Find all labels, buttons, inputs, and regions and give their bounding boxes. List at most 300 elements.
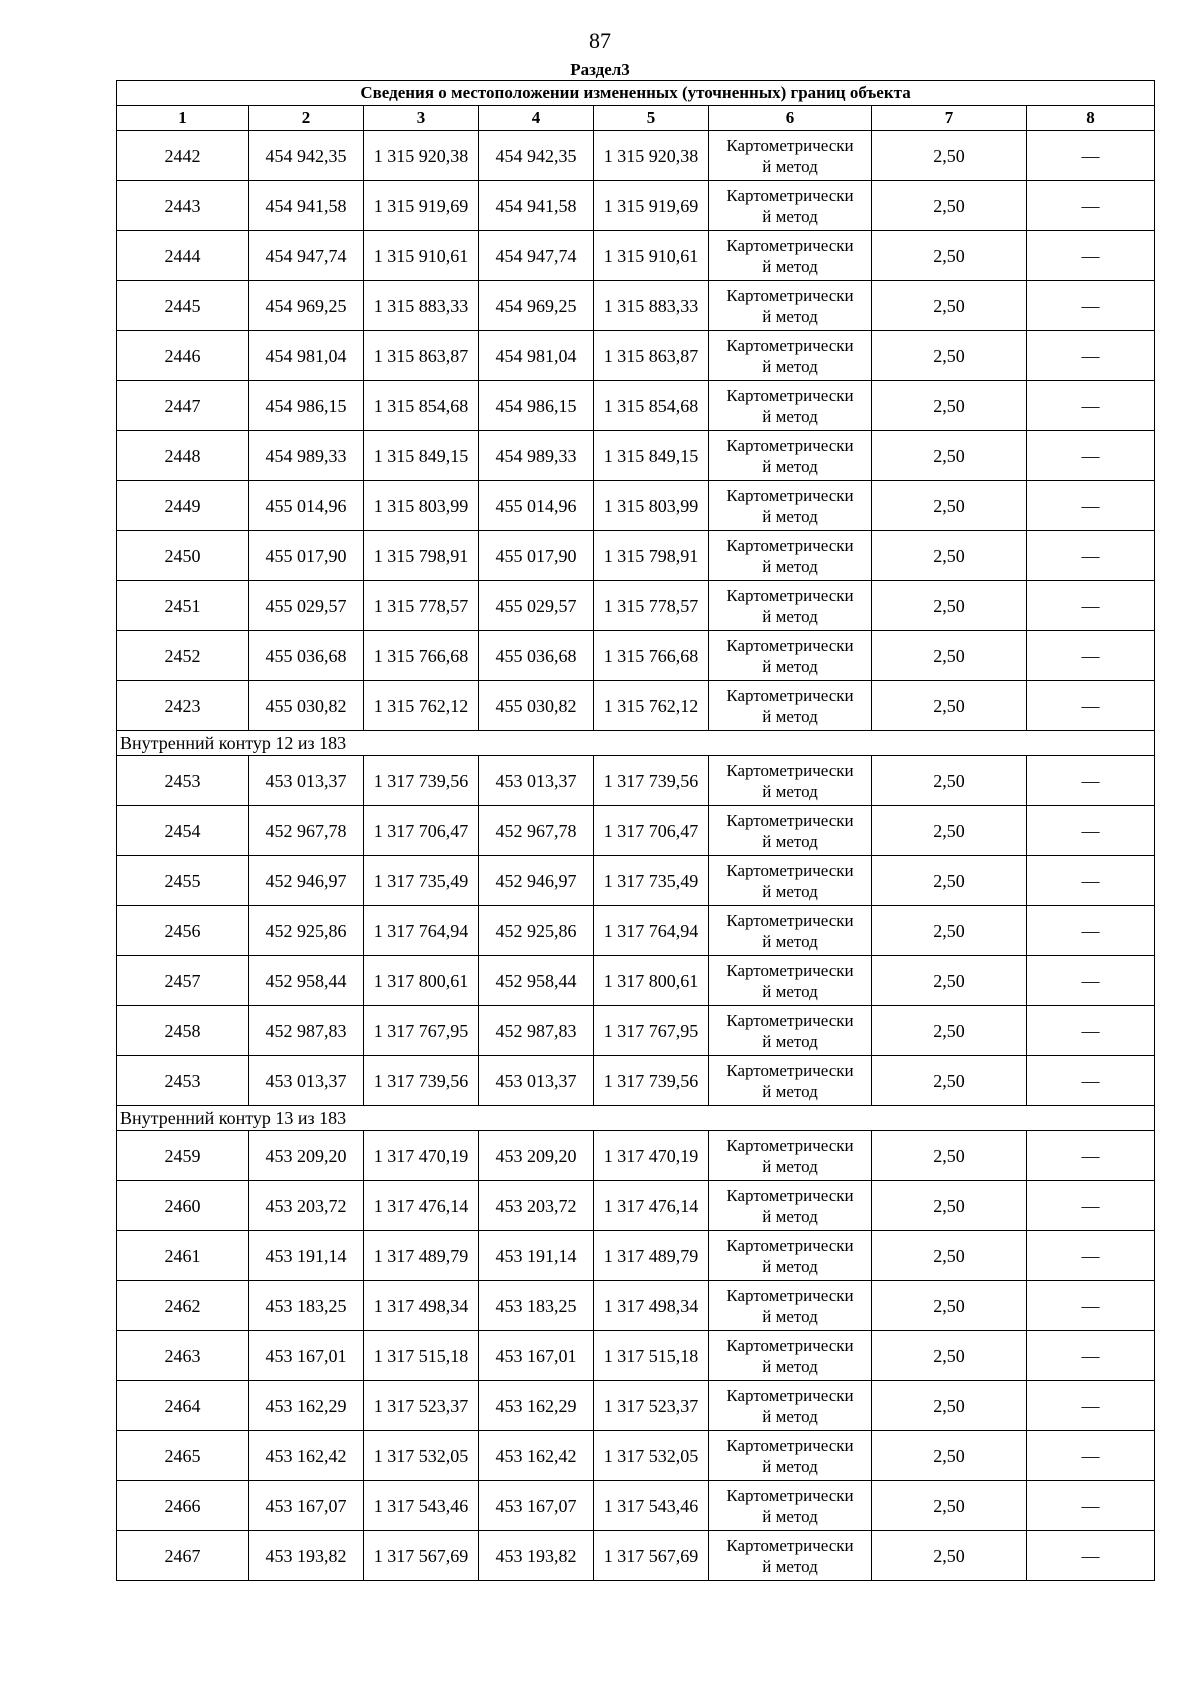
point-number-cell: 2442: [117, 131, 249, 181]
accuracy-cell: 2,50: [872, 231, 1027, 281]
point-number-cell: 2453: [117, 1056, 249, 1106]
x-existing-cell: 453 191,14: [249, 1231, 364, 1281]
accuracy-cell: 2,50: [872, 281, 1027, 331]
method-line-2: й метод: [762, 881, 818, 901]
accuracy-cell: 2,50: [872, 906, 1027, 956]
description-cell: —: [1027, 431, 1155, 481]
accuracy-cell: 2,50: [872, 1431, 1027, 1481]
point-number-cell: 2447: [117, 381, 249, 431]
method-line-2: й метод: [762, 1406, 818, 1426]
method-cell: [709, 1281, 872, 1331]
method-line-2: й метод: [762, 781, 818, 801]
method-line-2: й метод: [762, 456, 818, 476]
x-existing-cell: 455 030,82: [249, 681, 364, 731]
table-row: [117, 1281, 1155, 1331]
description-cell: —: [1027, 681, 1155, 731]
y-existing-cell: 1 317 767,95: [364, 1006, 479, 1056]
accuracy-cell: 2,50: [872, 1231, 1027, 1281]
x-new-cell: 452 946,97: [479, 856, 594, 906]
point-number-cell: 2455: [117, 856, 249, 906]
method-line-2: й метод: [762, 606, 818, 626]
x-new-cell: 454 981,04: [479, 331, 594, 381]
description-cell: —: [1027, 181, 1155, 231]
description-cell: —: [1027, 1231, 1155, 1281]
point-number-cell: 2460: [117, 1181, 249, 1231]
description-cell: —: [1027, 1381, 1155, 1431]
method-cell: [709, 756, 872, 806]
method-cell: [709, 281, 872, 331]
y-existing-cell: 1 315 854,68: [364, 381, 479, 431]
method-line-1: Картометрически: [726, 1185, 854, 1205]
method-line-1: Картометрически: [726, 760, 854, 780]
table-row: [117, 631, 1155, 681]
table-caption-row: [117, 81, 1155, 106]
x-existing-cell: 454 989,33: [249, 431, 364, 481]
y-existing-cell: 1 317 706,47: [364, 806, 479, 856]
point-number-cell: 2461: [117, 1231, 249, 1281]
y-new-cell: 1 317 515,18: [594, 1331, 709, 1381]
description-cell: —: [1027, 756, 1155, 806]
y-new-cell: 1 317 543,46: [594, 1481, 709, 1531]
y-existing-cell: 1 315 919,69: [364, 181, 479, 231]
y-new-cell: 1 317 567,69: [594, 1531, 709, 1581]
method-line-1: Картометрически: [726, 1235, 854, 1255]
method-line-1: Картометрически: [726, 860, 854, 880]
method-cell: [709, 1056, 872, 1106]
y-existing-cell: 1 317 470,19: [364, 1131, 479, 1181]
method-line-2: й метод: [762, 1306, 818, 1326]
method-line-2: й метод: [762, 831, 818, 851]
method-line-1: Картометрически: [726, 1060, 854, 1080]
method-line-1: Картометрически: [726, 685, 854, 705]
table-row: [117, 756, 1155, 806]
x-existing-cell: 453 209,20: [249, 1131, 364, 1181]
method-line-1: Картометрически: [726, 1335, 854, 1355]
y-new-cell: 1 315 762,12: [594, 681, 709, 731]
description-cell: —: [1027, 1056, 1155, 1106]
table-row: [117, 1056, 1155, 1106]
method-cell: [709, 956, 872, 1006]
table-row: [117, 231, 1155, 281]
method-line-2: й метод: [762, 1156, 818, 1176]
table-row: [117, 381, 1155, 431]
method-line-2: й метод: [762, 706, 818, 726]
method-line-2: й метод: [762, 1506, 818, 1526]
y-new-cell: 1 317 767,95: [594, 1006, 709, 1056]
x-existing-cell: 453 162,29: [249, 1381, 364, 1431]
description-cell: —: [1027, 1181, 1155, 1231]
method-cell: [709, 1231, 872, 1281]
method-line-2: й метод: [762, 206, 818, 226]
x-new-cell: 455 030,82: [479, 681, 594, 731]
x-new-cell: 454 969,25: [479, 281, 594, 331]
x-new-cell: 454 941,58: [479, 181, 594, 231]
description-cell: —: [1027, 131, 1155, 181]
accuracy-cell: 2,50: [872, 331, 1027, 381]
point-number-cell: 2444: [117, 231, 249, 281]
y-new-cell: 1 317 764,94: [594, 906, 709, 956]
table-row: [117, 956, 1155, 1006]
y-existing-cell: 1 317 800,61: [364, 956, 479, 1006]
method-cell: [709, 231, 872, 281]
accuracy-cell: 2,50: [872, 131, 1027, 181]
x-new-cell: 453 162,42: [479, 1431, 594, 1481]
point-number-cell: 2459: [117, 1131, 249, 1181]
x-new-cell: 453 203,72: [479, 1181, 594, 1231]
table-caption: Сведения о местоположении измененных (уточненных) границ объекта: [117, 81, 1155, 106]
accuracy-cell: 2,50: [872, 1331, 1027, 1381]
method-cell: [709, 681, 872, 731]
method-line-1: Картометрически: [726, 235, 854, 255]
point-number-cell: 2446: [117, 331, 249, 381]
table-row: [117, 1181, 1155, 1231]
x-new-cell: 455 036,68: [479, 631, 594, 681]
method-line-1: Картометрически: [726, 285, 854, 305]
point-number-cell: 2465: [117, 1431, 249, 1481]
x-existing-cell: 452 946,97: [249, 856, 364, 906]
table-row: [117, 681, 1155, 731]
table-row: [117, 1006, 1155, 1056]
accuracy-cell: 2,50: [872, 1281, 1027, 1331]
method-cell: [709, 1531, 872, 1581]
x-existing-cell: 455 014,96: [249, 481, 364, 531]
x-new-cell: 454 947,74: [479, 231, 594, 281]
method-cell: [709, 531, 872, 581]
accuracy-cell: 2,50: [872, 1481, 1027, 1531]
table-row: [117, 1231, 1155, 1281]
y-new-cell: 1 315 803,99: [594, 481, 709, 531]
method-line-2: й метод: [762, 306, 818, 326]
x-new-cell: 453 167,07: [479, 1481, 594, 1531]
accuracy-cell: 2,50: [872, 631, 1027, 681]
table-row: [117, 1431, 1155, 1481]
section-title: Раздел3: [570, 60, 630, 79]
method-cell: [709, 581, 872, 631]
method-line-1: Картометрически: [726, 1010, 854, 1030]
method-cell: [709, 1431, 872, 1481]
x-new-cell: 453 183,25: [479, 1281, 594, 1331]
column-header: 6: [709, 106, 872, 131]
accuracy-cell: 2,50: [872, 856, 1027, 906]
description-cell: —: [1027, 1431, 1155, 1481]
y-new-cell: 1 317 735,49: [594, 856, 709, 906]
accuracy-cell: 2,50: [872, 1006, 1027, 1056]
description-cell: —: [1027, 956, 1155, 1006]
method-line-1: Картометрически: [726, 635, 854, 655]
y-existing-cell: 1 315 920,38: [364, 131, 479, 181]
y-existing-cell: 1 315 803,99: [364, 481, 479, 531]
point-number-cell: 2464: [117, 1381, 249, 1431]
description-cell: —: [1027, 381, 1155, 431]
y-new-cell: 1 315 766,68: [594, 631, 709, 681]
y-existing-cell: 1 317 532,05: [364, 1431, 479, 1481]
x-new-cell: 452 925,86: [479, 906, 594, 956]
x-existing-cell: 454 981,04: [249, 331, 364, 381]
x-new-cell: 455 014,96: [479, 481, 594, 531]
column-header: 1: [117, 106, 249, 131]
column-header: 4: [479, 106, 594, 131]
y-existing-cell: 1 317 523,37: [364, 1381, 479, 1431]
y-existing-cell: 1 317 739,56: [364, 1056, 479, 1106]
method-line-2: й метод: [762, 656, 818, 676]
y-new-cell: 1 315 883,33: [594, 281, 709, 331]
y-existing-cell: 1 315 849,15: [364, 431, 479, 481]
x-existing-cell: 453 183,25: [249, 1281, 364, 1331]
y-new-cell: 1 317 739,56: [594, 1056, 709, 1106]
contour-label-row: [117, 1106, 1155, 1131]
x-new-cell: 452 958,44: [479, 956, 594, 1006]
method-line-1: Картометрически: [726, 810, 854, 830]
point-number-cell: 2452: [117, 631, 249, 681]
y-existing-cell: 1 315 778,57: [364, 581, 479, 631]
method-line-2: й метод: [762, 156, 818, 176]
x-new-cell: 454 942,35: [479, 131, 594, 181]
method-line-2: й метод: [762, 1256, 818, 1276]
y-existing-cell: 1 317 515,18: [364, 1331, 479, 1381]
y-new-cell: 1 317 706,47: [594, 806, 709, 856]
description-cell: —: [1027, 1531, 1155, 1581]
x-new-cell: 453 193,82: [479, 1531, 594, 1581]
accuracy-cell: 2,50: [872, 806, 1027, 856]
y-existing-cell: 1 315 798,91: [364, 531, 479, 581]
method-cell: [709, 1131, 872, 1181]
method-line-2: й метод: [762, 506, 818, 526]
x-new-cell: 453 162,29: [479, 1381, 594, 1431]
x-existing-cell: 453 013,37: [249, 756, 364, 806]
y-existing-cell: 1 317 498,34: [364, 1281, 479, 1331]
x-existing-cell: 454 947,74: [249, 231, 364, 281]
y-new-cell: 1 315 854,68: [594, 381, 709, 431]
point-number-cell: 2443: [117, 181, 249, 231]
method-cell: [709, 431, 872, 481]
table-row: [117, 1381, 1155, 1431]
point-number-cell: 2449: [117, 481, 249, 531]
accuracy-cell: 2,50: [872, 956, 1027, 1006]
contour-label: Внутренний контур 12 из 183: [117, 731, 1155, 756]
y-existing-cell: 1 317 567,69: [364, 1531, 479, 1581]
accuracy-cell: 2,50: [872, 1131, 1027, 1181]
x-new-cell: 455 029,57: [479, 581, 594, 631]
accuracy-cell: 2,50: [872, 531, 1027, 581]
x-new-cell: 453 209,20: [479, 1131, 594, 1181]
method-line-1: Картометрически: [726, 485, 854, 505]
description-cell: —: [1027, 231, 1155, 281]
x-existing-cell: 454 942,35: [249, 131, 364, 181]
x-existing-cell: 453 162,42: [249, 1431, 364, 1481]
accuracy-cell: 2,50: [872, 1381, 1027, 1431]
y-existing-cell: 1 315 863,87: [364, 331, 479, 381]
method-line-1: Картометрически: [726, 335, 854, 355]
x-existing-cell: 453 013,37: [249, 1056, 364, 1106]
description-cell: —: [1027, 1481, 1155, 1531]
table-row: [117, 431, 1155, 481]
page-number: 87: [589, 28, 611, 53]
y-existing-cell: 1 315 762,12: [364, 681, 479, 731]
x-new-cell: 454 986,15: [479, 381, 594, 431]
y-existing-cell: 1 317 543,46: [364, 1481, 479, 1531]
method-line-2: й метод: [762, 356, 818, 376]
method-cell: [709, 856, 872, 906]
y-existing-cell: 1 317 735,49: [364, 856, 479, 906]
column-header-row: [117, 106, 1155, 131]
x-existing-cell: 452 925,86: [249, 906, 364, 956]
x-existing-cell: 452 967,78: [249, 806, 364, 856]
y-new-cell: 1 317 739,56: [594, 756, 709, 806]
column-header: 2: [249, 106, 364, 131]
method-line-2: й метод: [762, 1031, 818, 1051]
table-row: [117, 806, 1155, 856]
method-line-1: Картометрически: [726, 435, 854, 455]
method-line-1: Картометрически: [726, 1285, 854, 1305]
method-line-2: й метод: [762, 1456, 818, 1476]
y-new-cell: 1 317 800,61: [594, 956, 709, 1006]
method-line-1: Картометрически: [726, 1385, 854, 1405]
x-new-cell: 453 191,14: [479, 1231, 594, 1281]
method-cell: [709, 381, 872, 431]
method-cell: [709, 631, 872, 681]
column-header: 7: [872, 106, 1027, 131]
x-existing-cell: 452 987,83: [249, 1006, 364, 1056]
method-line-1: Картометрически: [726, 1535, 854, 1555]
table-row: [117, 1531, 1155, 1581]
accuracy-cell: 2,50: [872, 181, 1027, 231]
x-existing-cell: 452 958,44: [249, 956, 364, 1006]
y-existing-cell: 1 315 766,68: [364, 631, 479, 681]
point-number-cell: 2457: [117, 956, 249, 1006]
point-number-cell: 2450: [117, 531, 249, 581]
method-cell: [709, 1381, 872, 1431]
accuracy-cell: 2,50: [872, 1181, 1027, 1231]
table-row: [117, 1131, 1155, 1181]
accuracy-cell: 2,50: [872, 756, 1027, 806]
description-cell: —: [1027, 281, 1155, 331]
table-row: [117, 1481, 1155, 1531]
x-new-cell: 454 989,33: [479, 431, 594, 481]
method-cell: [709, 906, 872, 956]
table-row: [117, 1331, 1155, 1381]
x-new-cell: 452 967,78: [479, 806, 594, 856]
description-cell: —: [1027, 856, 1155, 906]
accuracy-cell: 2,50: [872, 381, 1027, 431]
x-existing-cell: 455 029,57: [249, 581, 364, 631]
method-line-1: Картометрически: [726, 385, 854, 405]
method-cell: [709, 1331, 872, 1381]
y-new-cell: 1 317 498,34: [594, 1281, 709, 1331]
y-existing-cell: 1 317 489,79: [364, 1231, 479, 1281]
accuracy-cell: 2,50: [872, 681, 1027, 731]
point-number-cell: 2467: [117, 1531, 249, 1581]
table-row: [117, 481, 1155, 531]
y-new-cell: 1 315 920,38: [594, 131, 709, 181]
x-existing-cell: 454 941,58: [249, 181, 364, 231]
method-cell: [709, 181, 872, 231]
y-new-cell: 1 315 863,87: [594, 331, 709, 381]
contour-label: Внутренний контур 13 из 183: [117, 1106, 1155, 1131]
method-line-2: й метод: [762, 256, 818, 276]
method-cell: [709, 1181, 872, 1231]
method-cell: [709, 1481, 872, 1531]
description-cell: —: [1027, 1131, 1155, 1181]
column-header: 3: [364, 106, 479, 131]
point-number-cell: 2423: [117, 681, 249, 731]
method-line-1: Картометрически: [726, 1435, 854, 1455]
description-cell: —: [1027, 631, 1155, 681]
method-line-2: й метод: [762, 981, 818, 1001]
y-new-cell: 1 315 910,61: [594, 231, 709, 281]
point-number-cell: 2451: [117, 581, 249, 631]
description-cell: —: [1027, 331, 1155, 381]
method-cell: [709, 481, 872, 531]
column-header: 5: [594, 106, 709, 131]
method-cell: [709, 131, 872, 181]
x-existing-cell: 454 969,25: [249, 281, 364, 331]
column-header: 8: [1027, 106, 1155, 131]
table-row: [117, 581, 1155, 631]
x-new-cell: 453 167,01: [479, 1331, 594, 1381]
description-cell: —: [1027, 1006, 1155, 1056]
method-line-2: й метод: [762, 931, 818, 951]
x-existing-cell: 454 986,15: [249, 381, 364, 431]
method-line-1: Картометрически: [726, 1485, 854, 1505]
table-row: [117, 906, 1155, 956]
point-number-cell: 2456: [117, 906, 249, 956]
accuracy-cell: 2,50: [872, 1056, 1027, 1106]
method-cell: [709, 806, 872, 856]
x-existing-cell: 453 193,82: [249, 1531, 364, 1581]
description-cell: —: [1027, 481, 1155, 531]
y-new-cell: 1 317 470,19: [594, 1131, 709, 1181]
method-cell: [709, 331, 872, 381]
y-new-cell: 1 315 849,15: [594, 431, 709, 481]
point-number-cell: 2463: [117, 1331, 249, 1381]
description-cell: —: [1027, 906, 1155, 956]
method-line-2: й метод: [762, 406, 818, 426]
x-existing-cell: 455 036,68: [249, 631, 364, 681]
table-row: [117, 181, 1155, 231]
table-row: [117, 856, 1155, 906]
y-existing-cell: 1 317 739,56: [364, 756, 479, 806]
table-body: [117, 81, 1155, 1581]
method-cell: [709, 1006, 872, 1056]
accuracy-cell: 2,50: [872, 1531, 1027, 1581]
point-number-cell: 2462: [117, 1281, 249, 1331]
accuracy-cell: 2,50: [872, 431, 1027, 481]
method-line-1: Картометрически: [726, 185, 854, 205]
contour-label-row: [117, 731, 1155, 756]
method-line-1: Картометрически: [726, 585, 854, 605]
y-existing-cell: 1 315 910,61: [364, 231, 479, 281]
y-existing-cell: 1 317 764,94: [364, 906, 479, 956]
y-new-cell: 1 317 523,37: [594, 1381, 709, 1431]
method-line-2: й метод: [762, 556, 818, 576]
table-row: [117, 281, 1155, 331]
accuracy-cell: 2,50: [872, 581, 1027, 631]
point-number-cell: 2466: [117, 1481, 249, 1531]
description-cell: —: [1027, 581, 1155, 631]
y-new-cell: 1 315 778,57: [594, 581, 709, 631]
y-new-cell: 1 317 476,14: [594, 1181, 709, 1231]
x-existing-cell: 455 017,90: [249, 531, 364, 581]
method-line-2: й метод: [762, 1556, 818, 1576]
coordinates-table: [116, 80, 1155, 1581]
table-row: [117, 531, 1155, 581]
y-existing-cell: 1 315 883,33: [364, 281, 479, 331]
accuracy-cell: 2,50: [872, 481, 1027, 531]
method-line-1: Картометрически: [726, 535, 854, 555]
y-existing-cell: 1 317 476,14: [364, 1181, 479, 1231]
x-existing-cell: 453 203,72: [249, 1181, 364, 1231]
point-number-cell: 2453: [117, 756, 249, 806]
